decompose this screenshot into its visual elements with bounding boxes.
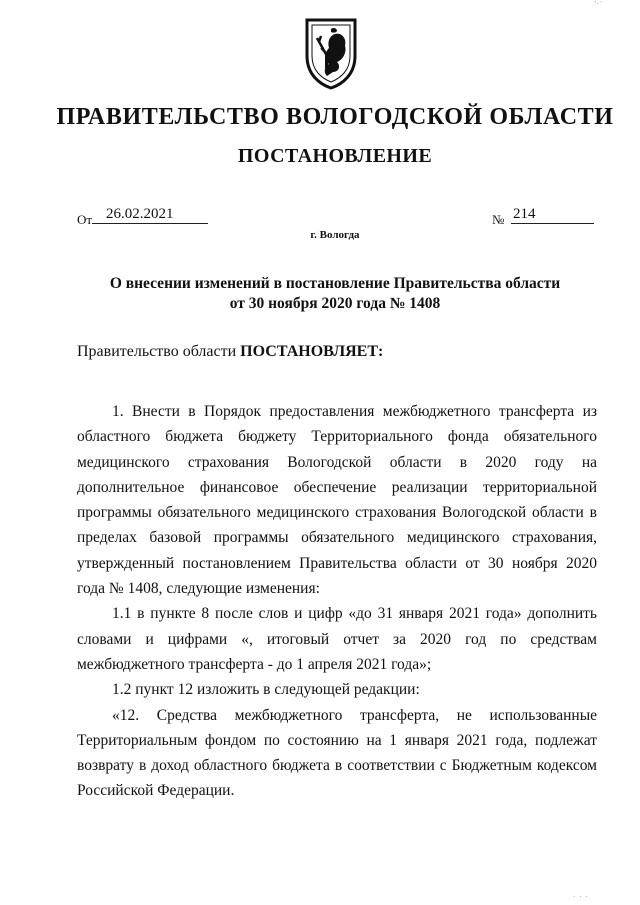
title-line-2: от 30 ноября 2020 года № 1408 [229, 295, 441, 312]
title-line-1: О внесении изменений в постановление Правительства области [109, 275, 561, 292]
paragraph-1: 1. Внести в Порядок предоставления межбюджетного трансферта из областного бюджета бюджету Территориального фонда обязательного медицинского страхования Вологодской области в 2020 году на дополнительное финансовое обеспечение реализации территориальной программы обязательного медицинского страхования Вологодской области в пределах базовой программы обязательного медицинского страхования, утвержденный постановлением Правительства области от 30 ноября 2020 года № 1408, следующие изменения: [77, 403, 597, 598]
document-body [77, 399, 597, 804]
paragraph-1-2: 1.2 пункт 12 изложить в следующей редакции: [112, 681, 420, 699]
date-label: От [77, 212, 93, 227]
document-title [0, 274, 640, 314]
preamble-text: Правительство области [77, 343, 237, 360]
city: г. Вологда [310, 229, 360, 241]
scan-mark-bottom: · · · [573, 893, 589, 901]
paragraph-12: «12. Средства межбюджетного трансферта, не использованные Территориальным фондом по состоянию на 1 января 2021 года, подлежат возврату в доход областного бюджета в соответствии с Бюджетным кодексом Российской Федерации. [77, 706, 597, 800]
number-label: № [492, 212, 505, 227]
paragraph-1-1: 1.1 в пункте 8 после слов и цифр «до 31 января 2021 года» дополнить словами и цифрами «, итоговый отчет за 2020 год по средствам межбюджетного трансферта - до 1 апреля 2021 года»; [77, 605, 597, 673]
document-number: 214 [511, 206, 594, 224]
organization-title: ПРАВИТЕЛЬСТВО ВОЛОГОДСКОЙ ОБЛАСТИ [56, 104, 614, 130]
document-date: 26.02.2021 [92, 206, 208, 224]
preamble [77, 343, 383, 361]
coat-of-arms-icon [301, 16, 361, 90]
document-type: ПОСТАНОВЛЕНИЕ [237, 145, 433, 167]
scan-mark-top: '· ' [595, 0, 602, 8]
preamble-bold: ПОСТАНОВЛЯЕТ: [240, 343, 384, 360]
